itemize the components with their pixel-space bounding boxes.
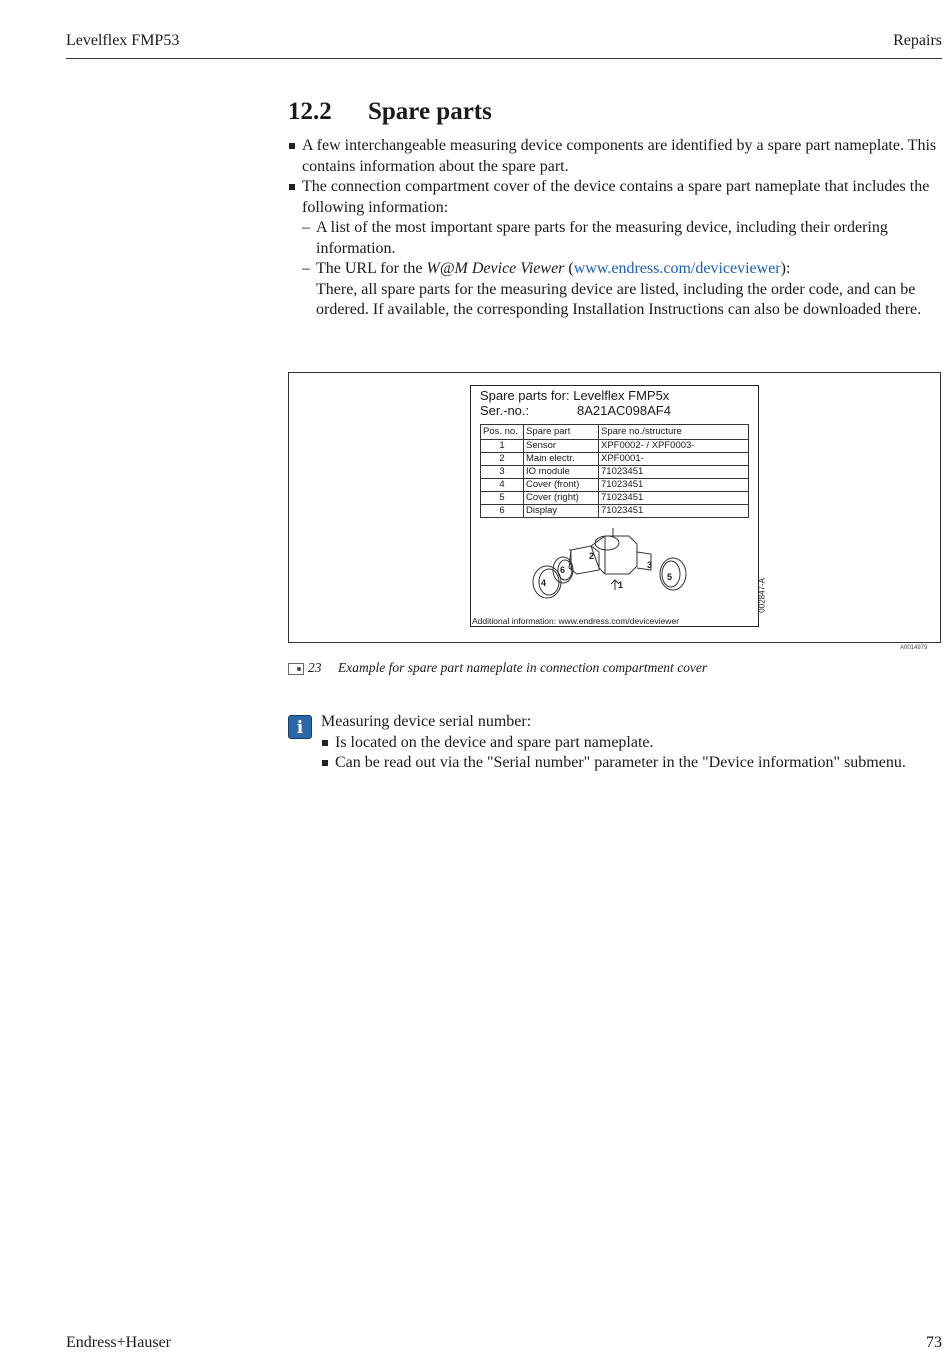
bullet-text: The connection compartment cover of the device contains a spare part nameplate that includes the following information: <box>302 178 930 216</box>
paren-open: ( <box>568 260 574 277</box>
footer-company: Endress+Hauser <box>66 1334 171 1351</box>
table-header-row <box>481 425 749 440</box>
figure-id: A0014979 <box>900 645 928 651</box>
bullet-text: Can be read out via the "Serial number" parameter in the "Device information" submenu. <box>335 754 906 771</box>
section-title: Spare parts <box>368 98 492 125</box>
table-cell: 6 <box>481 505 524 518</box>
table-cell: 71023451 <box>599 479 749 492</box>
note-body <box>321 712 942 774</box>
drawing-label: 3 <box>647 560 653 570</box>
bullet-square-icon <box>289 143 295 149</box>
drawing-label: 5 <box>667 572 673 582</box>
bullet-square-icon <box>289 184 295 190</box>
dash-text: There, all spare parts for the measuring device are listed, including the order code, and can be ordered. If available, the corresponding Installation Instructions can also be downloaded there. <box>316 280 922 318</box>
table-row <box>481 453 749 466</box>
bullet-item <box>288 177 942 218</box>
table-cell: IO module <box>524 466 599 479</box>
device-exploded-drawing <box>529 526 689 608</box>
nameplate-title: Spare parts for: Levelflex FMP5x <box>480 388 670 403</box>
figure-number: 23 <box>308 660 322 675</box>
bullet-item <box>321 753 942 774</box>
bullet-item <box>321 733 942 754</box>
table-cell: 71023451 <box>599 492 749 505</box>
drawing-label: 2 <box>589 551 595 561</box>
section-heading <box>288 96 942 128</box>
table-cell: 4 <box>481 479 524 492</box>
bullet-square-icon <box>322 760 328 766</box>
spare-parts-table <box>480 424 749 518</box>
dash-text: A list of the most important spare parts for the measuring device, including their ordering information. <box>316 219 888 257</box>
section-number: 12.2 <box>288 98 332 125</box>
table-cell: Cover (right) <box>524 492 599 505</box>
note-title: Measuring device serial number: <box>321 713 532 730</box>
column-header: Spare no./structure <box>599 425 749 440</box>
dash-item <box>288 218 942 259</box>
figure-icon <box>288 663 304 675</box>
info-icon: i <box>288 715 312 739</box>
bullet-text: Is located on the device and spare part nameplate. <box>335 733 654 751</box>
table-row <box>481 479 749 492</box>
paren-close: ): <box>780 260 791 277</box>
bullet-item <box>288 136 942 177</box>
table-row <box>481 466 749 479</box>
drawing-code: 002847-A <box>758 578 767 613</box>
figure-caption <box>288 660 707 676</box>
table-cell: 3 <box>481 466 524 479</box>
table-cell: 71023451 <box>599 466 749 479</box>
column-header: Pos. no. <box>481 425 524 440</box>
table-cell: 2 <box>481 453 524 466</box>
bullet-text: A few interchangeable measuring device components are identified by a spare part nameplate. This contains information about the spare part. <box>302 137 937 175</box>
header-product-name: Levelflex FMP53 <box>66 32 180 49</box>
drawing-label: 6 <box>560 565 566 575</box>
spare-part-nameplate <box>470 385 767 627</box>
url-prefix: The URL for the <box>316 260 423 277</box>
column-header: Spare part <box>524 425 599 440</box>
dash-icon: – <box>302 219 310 236</box>
dash-icon: – <box>302 260 310 277</box>
caption-text: Example for spare part nameplate in connection compartment cover <box>338 660 708 675</box>
main-content <box>288 96 942 321</box>
dash-item <box>288 259 942 321</box>
table-cell: Display <box>524 505 599 518</box>
page-number: 73 <box>926 1334 942 1351</box>
table-cell: XPF0001- <box>599 453 749 466</box>
device-viewer-name: W@M Device Viewer <box>426 260 565 277</box>
table-cell: Main electr. <box>524 453 599 466</box>
table-cell: 71023451 <box>599 505 749 518</box>
serial-value: 8A21AC098AF4 <box>577 403 671 418</box>
serial-label: Ser.-no.: <box>480 403 530 418</box>
table-cell: Cover (front) <box>524 479 599 492</box>
drawing-label: 4 <box>541 578 547 588</box>
section-body <box>288 136 942 321</box>
table-cell: 1 <box>481 440 524 453</box>
drawing-label: 1 <box>618 580 624 590</box>
bullet-square-icon <box>322 740 328 746</box>
page-header <box>66 30 942 59</box>
table-row <box>481 505 749 518</box>
additional-info: Additional information: www.endress.com/deviceviewer <box>472 616 679 626</box>
header-chapter-name: Repairs <box>893 32 942 49</box>
table-row <box>481 440 749 453</box>
device-viewer-link[interactable]: www.endress.com/deviceviewer <box>573 260 781 277</box>
table-cell: Sensor <box>524 440 599 453</box>
table-cell: 5 <box>481 492 524 505</box>
info-note <box>288 712 942 774</box>
table-cell: XPF0002- / XPF0003- <box>599 440 749 453</box>
figure-frame <box>288 372 941 643</box>
table-row <box>481 492 749 505</box>
